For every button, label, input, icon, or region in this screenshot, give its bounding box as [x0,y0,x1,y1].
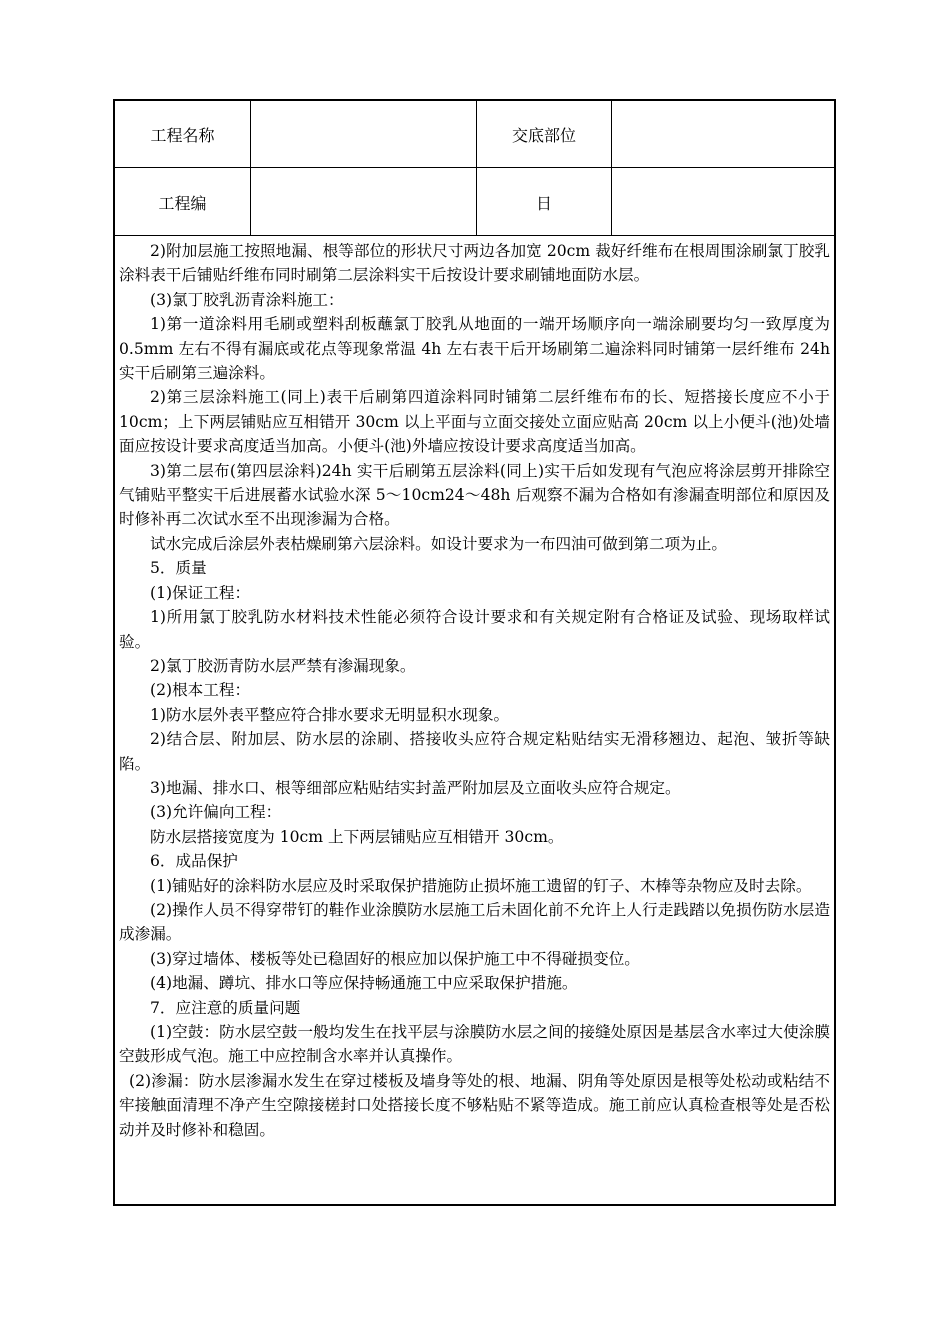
paragraph: 2)附加层施工按照地漏、根等部位的形状尺寸两边各加宽 20cm 裁好纤维布在根周围涂刷氯丁胶乳涂料表干后铺贴纤维布同时刷第二层涂料实干后按设计要求刷铺地面防水层。 [119,242,830,285]
paragraph: 1)所用氯丁胶乳防水材料技术性能必须符合设计要求和有关规定附有合格证及试验、现场取样试验。 [119,608,830,651]
paragraph: (2)操作人员不得穿带钉的鞋作业涂膜防水层施工后未固化前不允许上人行走践踏以免损伤防水层造成渗漏。 [119,900,830,944]
date-field[interactable] [612,168,834,236]
paragraph: (2)渗漏：防水层渗漏水发生在穿过楼板及墙身等处的根、地漏、阴角等处原因是根等处松动或粘结不牢接触面清理不净产生空隙接槎封口处搭接长度不够粘贴不紧等造成。施工前应认真检查根等处是否松动并及时修补和稳固。 [119,1071,830,1139]
paragraph: 2)氯丁胶沥青防水层严禁有渗漏现象。 [150,656,416,675]
location-field[interactable] [612,101,834,168]
section-heading: 7．应注意的质量问题 [150,998,301,1017]
project-name-label: 工程名称 [150,126,215,145]
disclosure-form [113,99,836,1206]
paragraph: (1)铺贴好的涂料防水层应及时采取保护措施防止损坏施工遗留的钉子、木棒等杂物应及时去除。 [150,876,812,895]
paragraph: 2)结合层、附加层、防水层的涂刷、搭接收头应符合规定粘贴结实无滑移翘边、起泡、皱折等缺陷。 [119,730,830,773]
paragraph: 2)第三层涂料施工(同上)表干后刷第四道涂料同时铺第二层纤维布布的长、短搭接长度应不小于 10cm；上下两层铺贴应互相错开 30cm 以上平面与立面交接处立面应贴高 20cm 以上小便斗(池)处墙面应按设计要求高度适当加高。小便斗(池)外墙应按设计要求高度适当加高。 [119,388,830,456]
disclosure-content [119,239,830,1142]
paragraph: 1)第一道涂料用毛刷或塑料刮板蘸氯丁胶乳从地面的一端开场顺序向一端涂刷要均匀一致厚度为 0.5mm 左右不得有漏底或花点等现象常温 4h 左右表干后开场刷第二遍涂料同时铺第一层纤维布 24h 实干后刷第三遍涂料。 [119,315,830,383]
paragraph: 3)第二层布(第四层涂料)24h 实干后刷第五层涂料(同上)实干后如发现有气泡应将涂层剪开排除空气铺贴平整实干后进展蓄水试验水深 5～10cm24～48h 后观察不漏为合格如有渗漏查明部位和原因及时修补再二次试水至不出现渗漏为合格。 [119,461,830,529]
paragraph: (3)氯丁胶乳沥青涂料施工： [150,290,344,309]
paragraph: (3)穿过墙体、楼板等处已稳固好的根应加以保护施工中不得碰损变位。 [150,949,640,968]
date-label: 日 [535,193,552,213]
paragraph: 试水完成后涂层外表枯燥刷第六层涂料。如设计要求为一布四油可做到第二项为止。 [150,534,727,553]
paragraph: (1)保证工程： [150,583,251,602]
project-name-field[interactable] [251,101,476,168]
paragraph: (3)允许偏向工程： [150,803,282,822]
paragraph: 1)防水层外表平整应符合排水要求无明显积水现象。 [150,705,510,724]
section-heading: 5．质量 [150,559,207,578]
paragraph: 防水层搭接宽度为 10cm 上下两层铺贴应互相错开 30cm。 [150,827,564,846]
location-label: 交底部位 [511,126,576,145]
paragraph: (4)地漏、蹲坑、排水口等应保持畅通施工中应采取保护措施。 [150,974,578,993]
section-heading: 6．成品保护 [150,852,238,871]
project-no-label: 工程编 [158,193,207,213]
paragraph: (2)根本工程： [150,681,251,700]
project-no-field[interactable] [251,168,476,236]
paragraph: 3)地漏、排水口、根等细部应粘贴结实封盖严附加层及立面收头应符合规定。 [150,778,681,797]
paragraph: (1)空鼓：防水层空鼓一般均发生在找平层与涂膜防水层之间的接缝处原因是基层含水率过大使涂膜空鼓形成气泡。施工中应控制含水率并认真操作。 [119,1023,830,1066]
